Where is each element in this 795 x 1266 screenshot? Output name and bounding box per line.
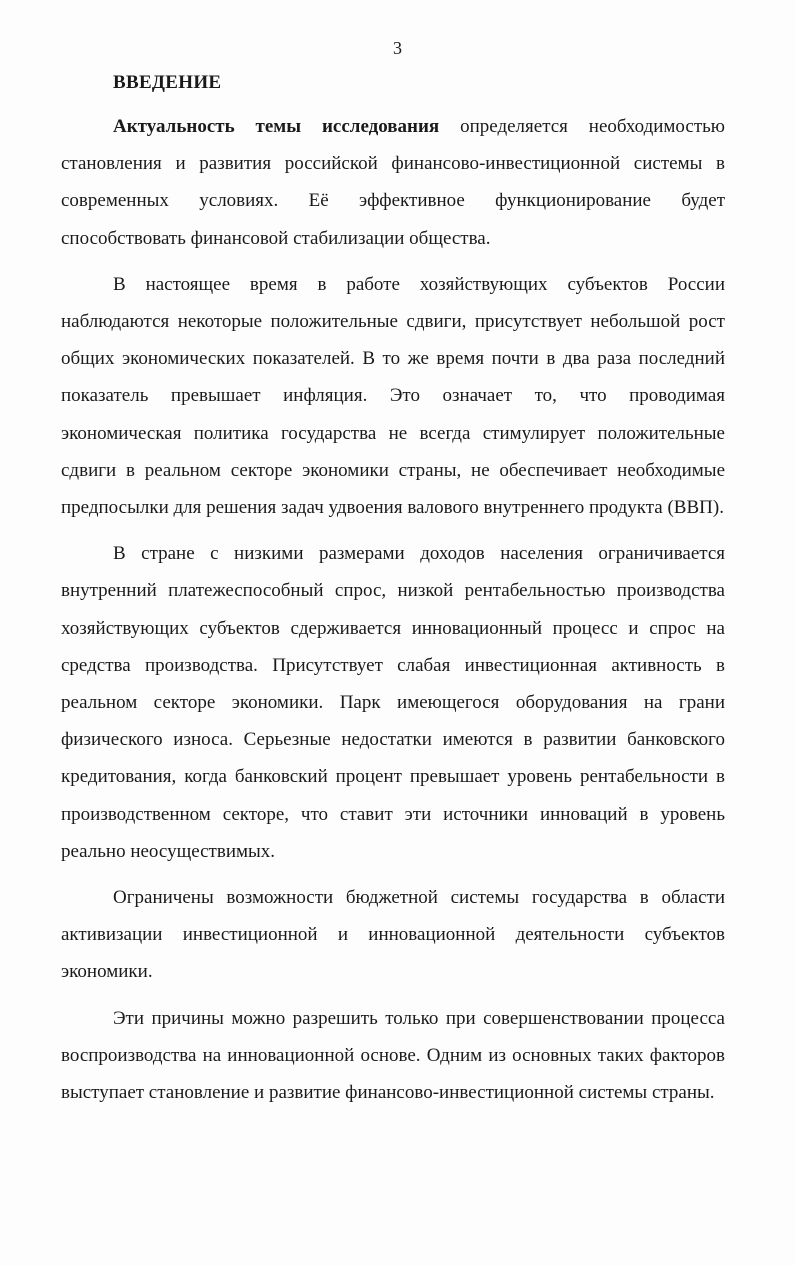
paragraph-budget-limits: Ограничены возможности бюджетной системы государства в области активизации инвестиционной и инновационной деятельности субъектов экономики. [61,887,725,983]
section-heading: ВВЕДЕНИЕ [113,72,222,93]
page-number: 3 [393,38,402,58]
paragraph-lead: Актуальность темы исследования [113,116,440,137]
paragraph-current-state: В настоящее время в работе хозяйствующих субъектов России наблюдаются некоторые положительные сдвиги, присутствует небольшой рост общих экономических показателей. В то же время почти в два раза последний показатель превышает инфляция. Это означает то, что проводимая экономическая политика государства не всегда стимулирует положительные сдвиги в реальном секторе экономики страны, не обеспечивает необходимые предпосылки для решения задач удвоения валового внутреннего продукта (ВВП). [61,273,725,519]
body-text [61,108,725,1120]
paragraph-relevance [61,108,725,257]
paragraph-low-income: В стране с низкими размерами доходов населения ограничивается внутренний платежеспособный спрос, низкой рентабельностью производства хозяйствующих субъектов сдерживается инновационный процесс и спрос на средства производства. Присутствует слабая инвестиционная активность в реальном секторе экономики. Парк имеющегося оборудования на грани физического износа. Серьезные недостатки имеются в развитии банковского кредитования, когда банковский процент превышает уровень рентабельности в производственном секторе, что ставит эти источники инноваций в уровень реально неосуществимых. [61,543,725,862]
paragraph-solution: Эти причины можно разрешить только при совершенствовании процесса воспроизводства на инновационной основе. Одним из основных таких факторов выступает становление и развитие финансово-инвестиционной системы страны. [61,1007,725,1104]
paragraph-text: определяется необходимостью становления и развития российской финансово-инвестиционной системы в современных условиях. Её эффективное функционирование будет способствовать финансовой стабилизации общества. [61,116,726,249]
